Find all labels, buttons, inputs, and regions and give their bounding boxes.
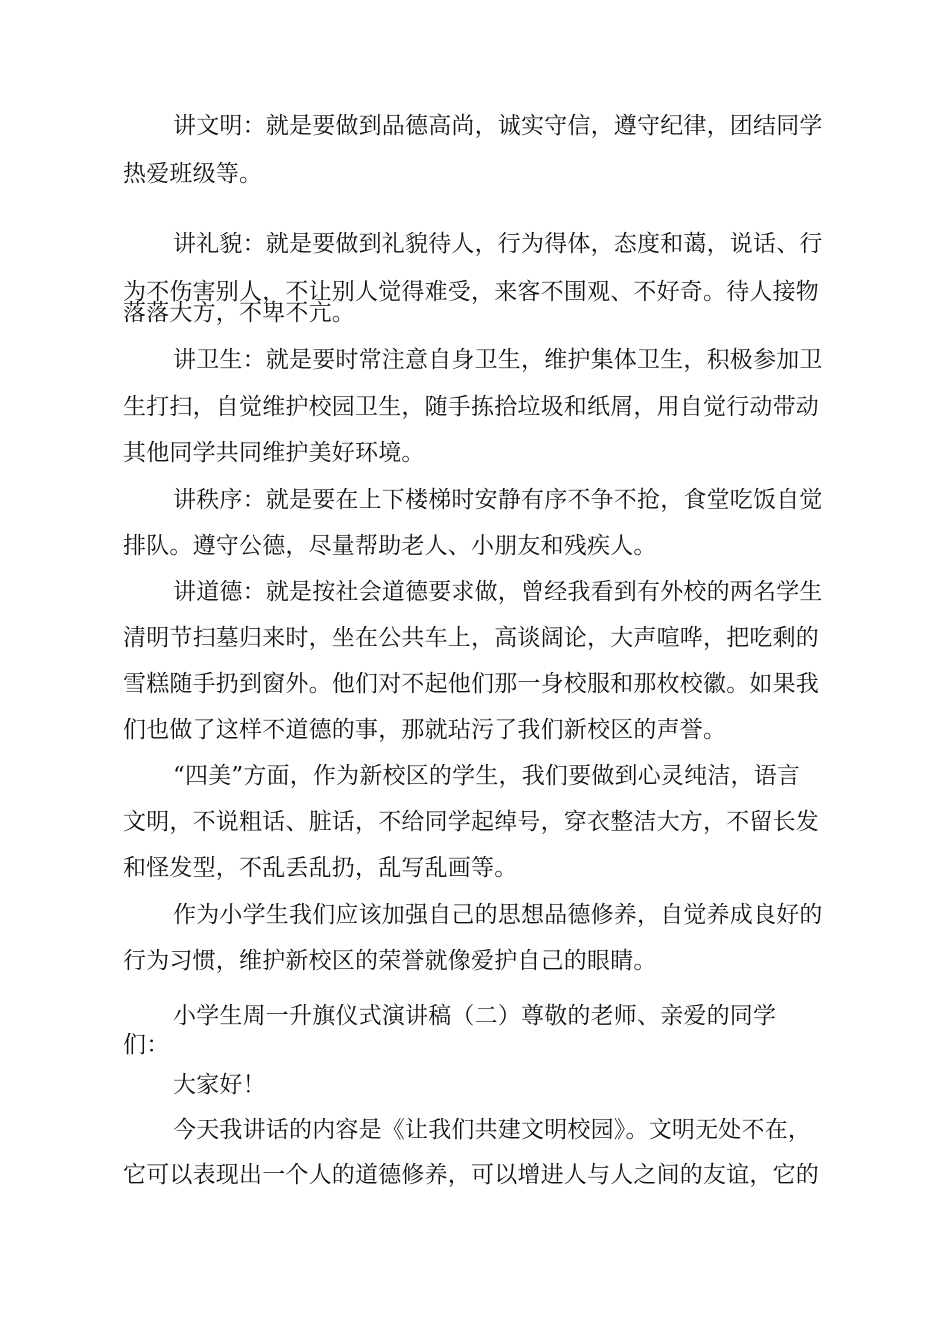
paragraph-line: “四美”方面，作为新校区的学生，我们要做到心灵纯洁，语言 bbox=[173, 763, 801, 789]
paragraph-line: 今天我讲话的内容是《让我们共建文明校园》。文明无处不在， bbox=[173, 1117, 812, 1143]
paragraph-line: 讲礼貌：就是要做到礼貌待人，行为得体，态度和蔼，说话、行 bbox=[173, 231, 823, 257]
paragraph-line: 生打扫，自觉维护校园卫生，随手拣拾垃圾和纸屑，用自觉行动带动 bbox=[123, 394, 819, 420]
paragraph-line: 为不伤害别人，不让别人觉得难受，来客不围观、不好奇。待人接物 bbox=[123, 279, 819, 305]
paragraph-line: 清明节扫墓归来时，坐在公共车上，高谈阔论，大声喧哗，把吃剩的 bbox=[123, 625, 819, 651]
paragraph-line: 文明，不说粗话、脏话，不给同学起绰号，穿衣整洁大方，不留长发 bbox=[123, 809, 819, 835]
paragraph-line: 讲卫生：就是要时常注意自身卫生，维护集体卫生，积极参加卫 bbox=[173, 347, 823, 373]
paragraph-line: 们也做了这样不道德的事，那就玷污了我们新校区的声誉。 bbox=[123, 717, 727, 743]
paragraph-line: 雪糕随手扔到窗外。他们对不起他们那一身校服和那枚校徽。如果我 bbox=[123, 671, 819, 697]
paragraph-line: 它可以表现出一个人的道德修养，可以增进人与人之间的友谊，它的 bbox=[123, 1162, 819, 1188]
paragraph-line: 其他同学共同维护美好环境。 bbox=[123, 440, 425, 466]
paragraph-line: 热爱班级等。 bbox=[123, 161, 263, 187]
paragraph-line: 讲道德：就是按社会道德要求做，曾经我看到有外校的两名学生 bbox=[173, 579, 823, 605]
paragraph-line: 们： bbox=[123, 1032, 170, 1058]
paragraph-line: 行为习惯，维护新校区的荣誉就像爱护自己的眼睛。 bbox=[123, 948, 657, 974]
paragraph-line: 和怪发型，不乱丢乱扔，乱写乱画等。 bbox=[123, 855, 518, 881]
paragraph-line: 作为小学生我们应该加强自己的思想品德修养，自觉养成良好的 bbox=[173, 902, 823, 928]
paragraph-line: 排队。遵守公德，尽量帮助老人、小朋友和残疾人。 bbox=[123, 533, 657, 559]
paragraph-line: 讲秩序：就是要在上下楼梯时安静有序不争不抢，食堂吃饭自觉 bbox=[173, 487, 823, 513]
greeting-line: 大家好！ bbox=[173, 1072, 266, 1098]
section-heading-line: 小学生周一升旗仪式演讲稿（二）尊敬的老师、亲爱的同学 bbox=[173, 1003, 777, 1029]
paragraph-line: 讲文明：就是要做到品德高尚，诚实守信，遵守纪律，团结同学 bbox=[173, 113, 823, 139]
paragraph-line: 落落大方，不卑不亢。 bbox=[123, 300, 355, 326]
